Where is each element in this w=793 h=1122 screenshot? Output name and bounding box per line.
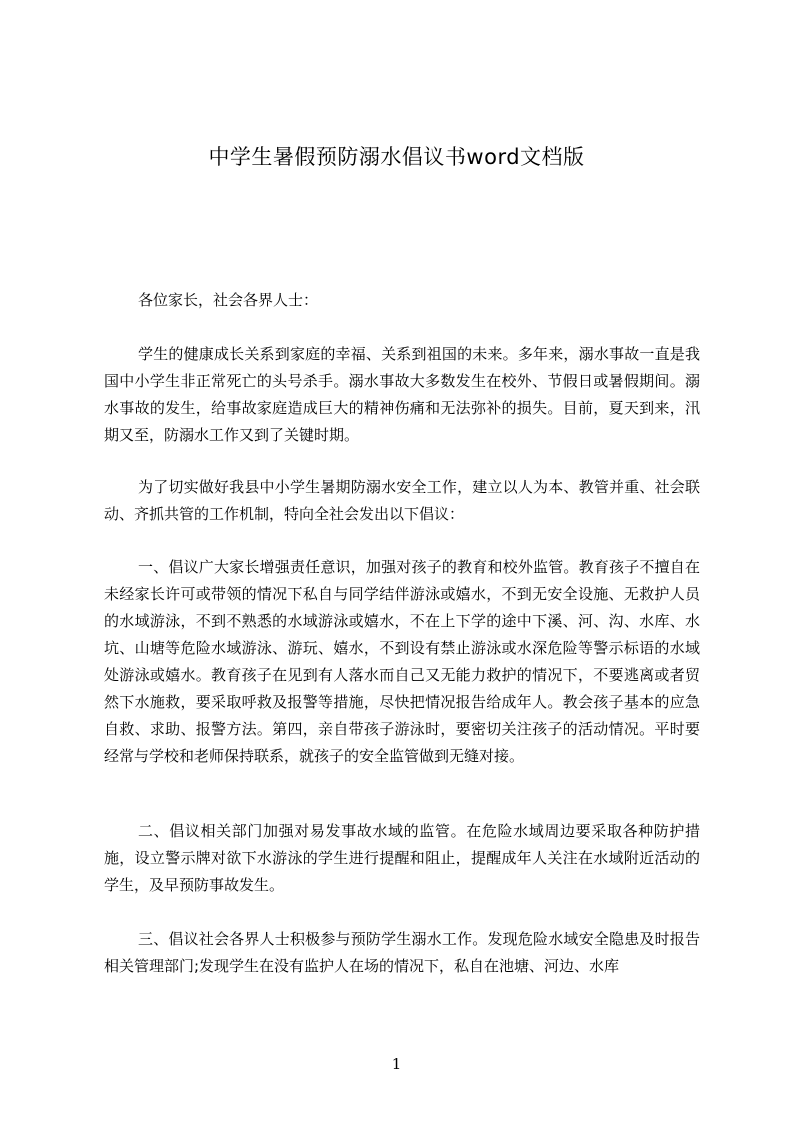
salutation: 各位家长，社会各界人士： [138,291,319,309]
paragraph-proposal-2: 二、倡议相关部门加强对易发事故水域的监管。在危险水域周边要采取各种防护措施，设立警示牌对欲下水游泳的学生进行提醒和阻止，提醒成年人关注在水域附近活动的学生，及早预防事故发生。 [104,822,700,894]
paragraph-proposal-3: 三、倡议社会各界人士积极参与预防学生溺水工作。发现危险水域安全隐患及时报告相关管理部门;发现学生在没有监护人在场的情况下，私自在池塘、河边、水库 [104,930,700,975]
paragraph-proposal-1: 一、倡议广大家长增强责任意识，加强对孩子的教育和校外监管。教育孩子不擅自在未经家长许可或带领的情况下私自与同学结伴游泳或嬉水，不到无安全设施、无救护人员的水域游泳，不到不熟悉的水域游泳或嬉水，不在上下学的途中下溪、河、沟、水库、水坑、山塘等危险水域游泳、游玩、嬉水，不到设有禁止游泳或水深危险等警示标语的水域处游泳或嬉水。教育孩子在见到有人落水而自己又无能力救护的情况下，不要逃离或者贸然下水施救，要采取呼救及报警等措施，尽快把情况报告给成年人。教会孩子基本的应急自救、求助、报警方法。第四，亲自带孩子游泳时，要密切关注孩子的活动情况。平时要经常与学校和老师保持联系，就孩子的安全监管做到无缝对接。 [104,558,700,765]
document-title: 中学生暑假预防溺水倡议书word文档版 [208,145,585,169]
paragraph-purpose: 为了切实做好我县中小学生暑期防溺水安全工作，建立以人为本、教管并重、社会联动、齐抓共管的工作机制，特向全社会发出以下倡议： [104,478,700,523]
page-number: 1 [391,1055,402,1073]
paragraph-intro: 学生的健康成长关系到家庭的幸福、关系到祖国的未来。多年来，溺水事故一直是我国中小学生非正常死亡的头号杀手。溺水事故大多数发生在校外、节假日或暑假期间。溺水事故的发生，给事故家庭造成巨大的精神伤痛和无法弥补的损失。目前，夏天到来，汛期又至，防溺水工作又到了关键时期。 [104,345,700,444]
